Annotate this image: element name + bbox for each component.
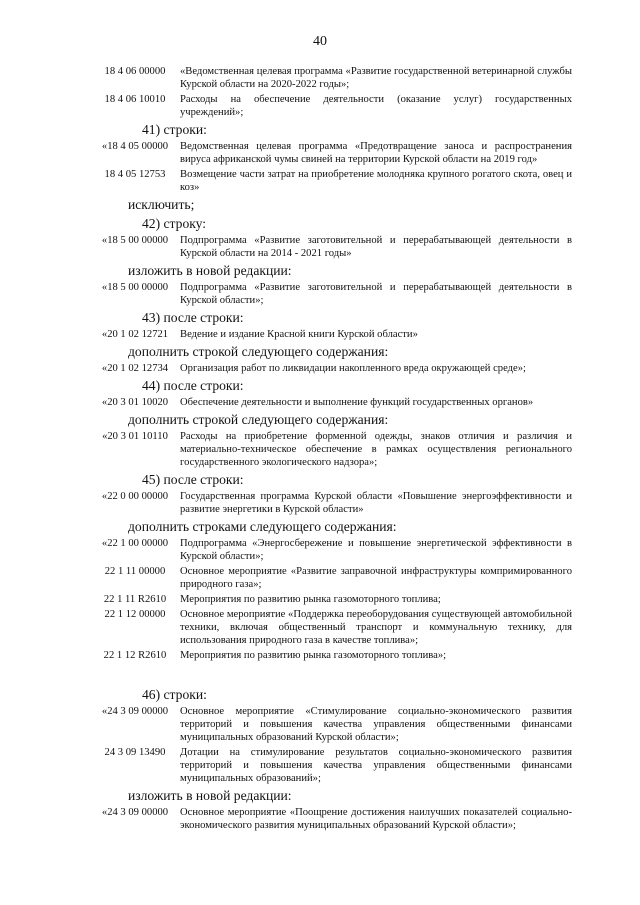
row-description: Основное мероприятие «Поддержка переоборудования существующей автомобильной техники, включая общественный транспорт и коммунальную технику, для использования природного газа в качестве топлива»;	[180, 609, 572, 646]
row-description: Основное мероприятие «Стимулирование социально-экономического развития территорий и повышения качества управления общественными финансами муниципальных образований Курской области»;	[180, 706, 572, 743]
section-heading: 45) после строки:	[142, 472, 244, 487]
instruction-heading: изложить в новой редакции:	[128, 263, 292, 278]
table-row	[90, 396, 572, 409]
table-row	[90, 430, 572, 469]
row-description: Ведение и издание Красной книги Курской области»	[180, 329, 418, 340]
classification-code: 22 1 12 R2610	[103, 650, 167, 661]
row-description: Мероприятия по развитию рынка газомоторного топлива»;	[180, 650, 447, 661]
classification-code: 18 4 06 00000	[104, 66, 166, 77]
classification-code: «22 0 00 00000	[101, 491, 169, 502]
table-row	[90, 746, 572, 785]
table-row	[90, 93, 572, 119]
classification-code: «18 4 05 00000	[101, 141, 169, 152]
instruction-heading: дополнить строкой следующего содержания:	[128, 412, 389, 427]
row-description: Основное мероприятие «Развитие заправочной инфраструктуры компримированного природного газа»;	[180, 566, 572, 590]
table-row	[90, 537, 572, 563]
row-description: Основное мероприятие «Поощрение достижения наилучших показателей социально-экономического развития муниципальных образований Курской области»;	[180, 807, 572, 831]
table-row	[90, 140, 572, 166]
table-row	[90, 806, 572, 832]
row-description: Государственная программа Курской области «Повышение энергоэффективности и развитие энергетики в Курской области»	[180, 491, 572, 515]
section-heading: 44) после строки:	[142, 378, 244, 393]
row-description: Дотации на стимулирование результатов социально-экономического развития территорий и повышения качества управления общественными финансами муниципальных образований»;	[180, 747, 572, 784]
row-description: Подпрограмма «Энергосбережение и повышение энергетической эффективности в Курской области»;	[180, 538, 572, 562]
classification-code: 22 1 11 00000	[104, 566, 166, 577]
section-heading: 41) строки:	[142, 122, 207, 137]
table-row	[90, 328, 572, 341]
table-row	[90, 168, 572, 194]
table-row	[90, 565, 572, 591]
row-description: Подпрограмма «Развитие заготовительной и перерабатывающей деятельности в Курской области»;	[180, 282, 572, 306]
instruction-heading: дополнить строками следующего содержания:	[128, 519, 397, 534]
document-body	[90, 65, 572, 834]
row-description: Расходы на обеспечение деятельности (оказание услуг) государственных учреждений»;	[180, 94, 572, 118]
classification-code: 22 1 12 00000	[104, 609, 166, 620]
table-row	[90, 490, 572, 516]
row-description: Подпрограмма «Развитие заготовительной и перерабатывающей деятельности в Курской области на 2014 - 2021 годы»	[180, 235, 572, 259]
classification-code: 18 4 05 12753	[104, 169, 166, 180]
table-row	[90, 593, 572, 606]
table-row	[90, 608, 572, 647]
row-description: Возмещение части затрат на приобретение молодняка крупного рогатого скота, овец и коз»	[180, 169, 572, 193]
instruction-heading: дополнить строкой следующего содержания:	[128, 344, 389, 359]
table-row	[90, 65, 572, 91]
row-description: Мероприятия по развитию рынка газомоторного топлива;	[180, 594, 441, 605]
classification-code: 22 1 11 R2610	[103, 594, 167, 605]
table-row	[90, 649, 572, 662]
instruction-heading: исключить;	[128, 197, 195, 212]
classification-code: «20 1 02 12721	[101, 329, 169, 340]
row-description: Ведомственная целевая программа «Предотвращение заноса и распространения вируса африканской чумы свиней на территории Курской области на 2019 год»	[180, 141, 572, 165]
row-description: Расходы на приобретение форменной одежды, знаков отличия и различия и материально-техническое обеспечение в рамках осуществления регионального государственного экологического надзора»;	[180, 431, 572, 468]
classification-code: «24 3 09 00000	[101, 706, 169, 717]
row-description: Организация работ по ликвидации накопленного вреда окружающей среде»;	[180, 363, 527, 374]
classification-code: «20 3 01 10020	[101, 397, 169, 408]
page-number: 40	[313, 34, 327, 49]
classification-code: «24 3 09 00000	[101, 807, 169, 818]
classification-code: «22 1 00 00000	[101, 538, 169, 549]
row-description: «Ведомственная целевая программа «Развитие государственной ветеринарной службы Курской области на 2020-2022 годы»;	[180, 66, 572, 90]
row-description: Обеспечение деятельности и выполнение функций государственных органов»	[180, 397, 534, 408]
section-heading: 42) строку:	[142, 216, 207, 231]
section-heading: 43) после строки:	[142, 310, 244, 325]
table-row	[90, 281, 572, 307]
section-heading: 46) строки:	[142, 687, 207, 702]
classification-code: 18 4 06 10010	[104, 94, 166, 105]
table-row	[90, 362, 572, 375]
classification-code: «18 5 00 00000	[101, 282, 169, 293]
spacer	[90, 664, 572, 684]
instruction-heading: изложить в новой редакции:	[128, 788, 292, 803]
classification-code: «20 3 01 10110	[102, 431, 168, 442]
table-row	[90, 234, 572, 260]
classification-code: 24 3 09 13490	[104, 747, 166, 758]
classification-code: «20 1 02 12734	[101, 363, 169, 374]
table-row	[90, 705, 572, 744]
classification-code: «18 5 00 00000	[101, 235, 169, 246]
